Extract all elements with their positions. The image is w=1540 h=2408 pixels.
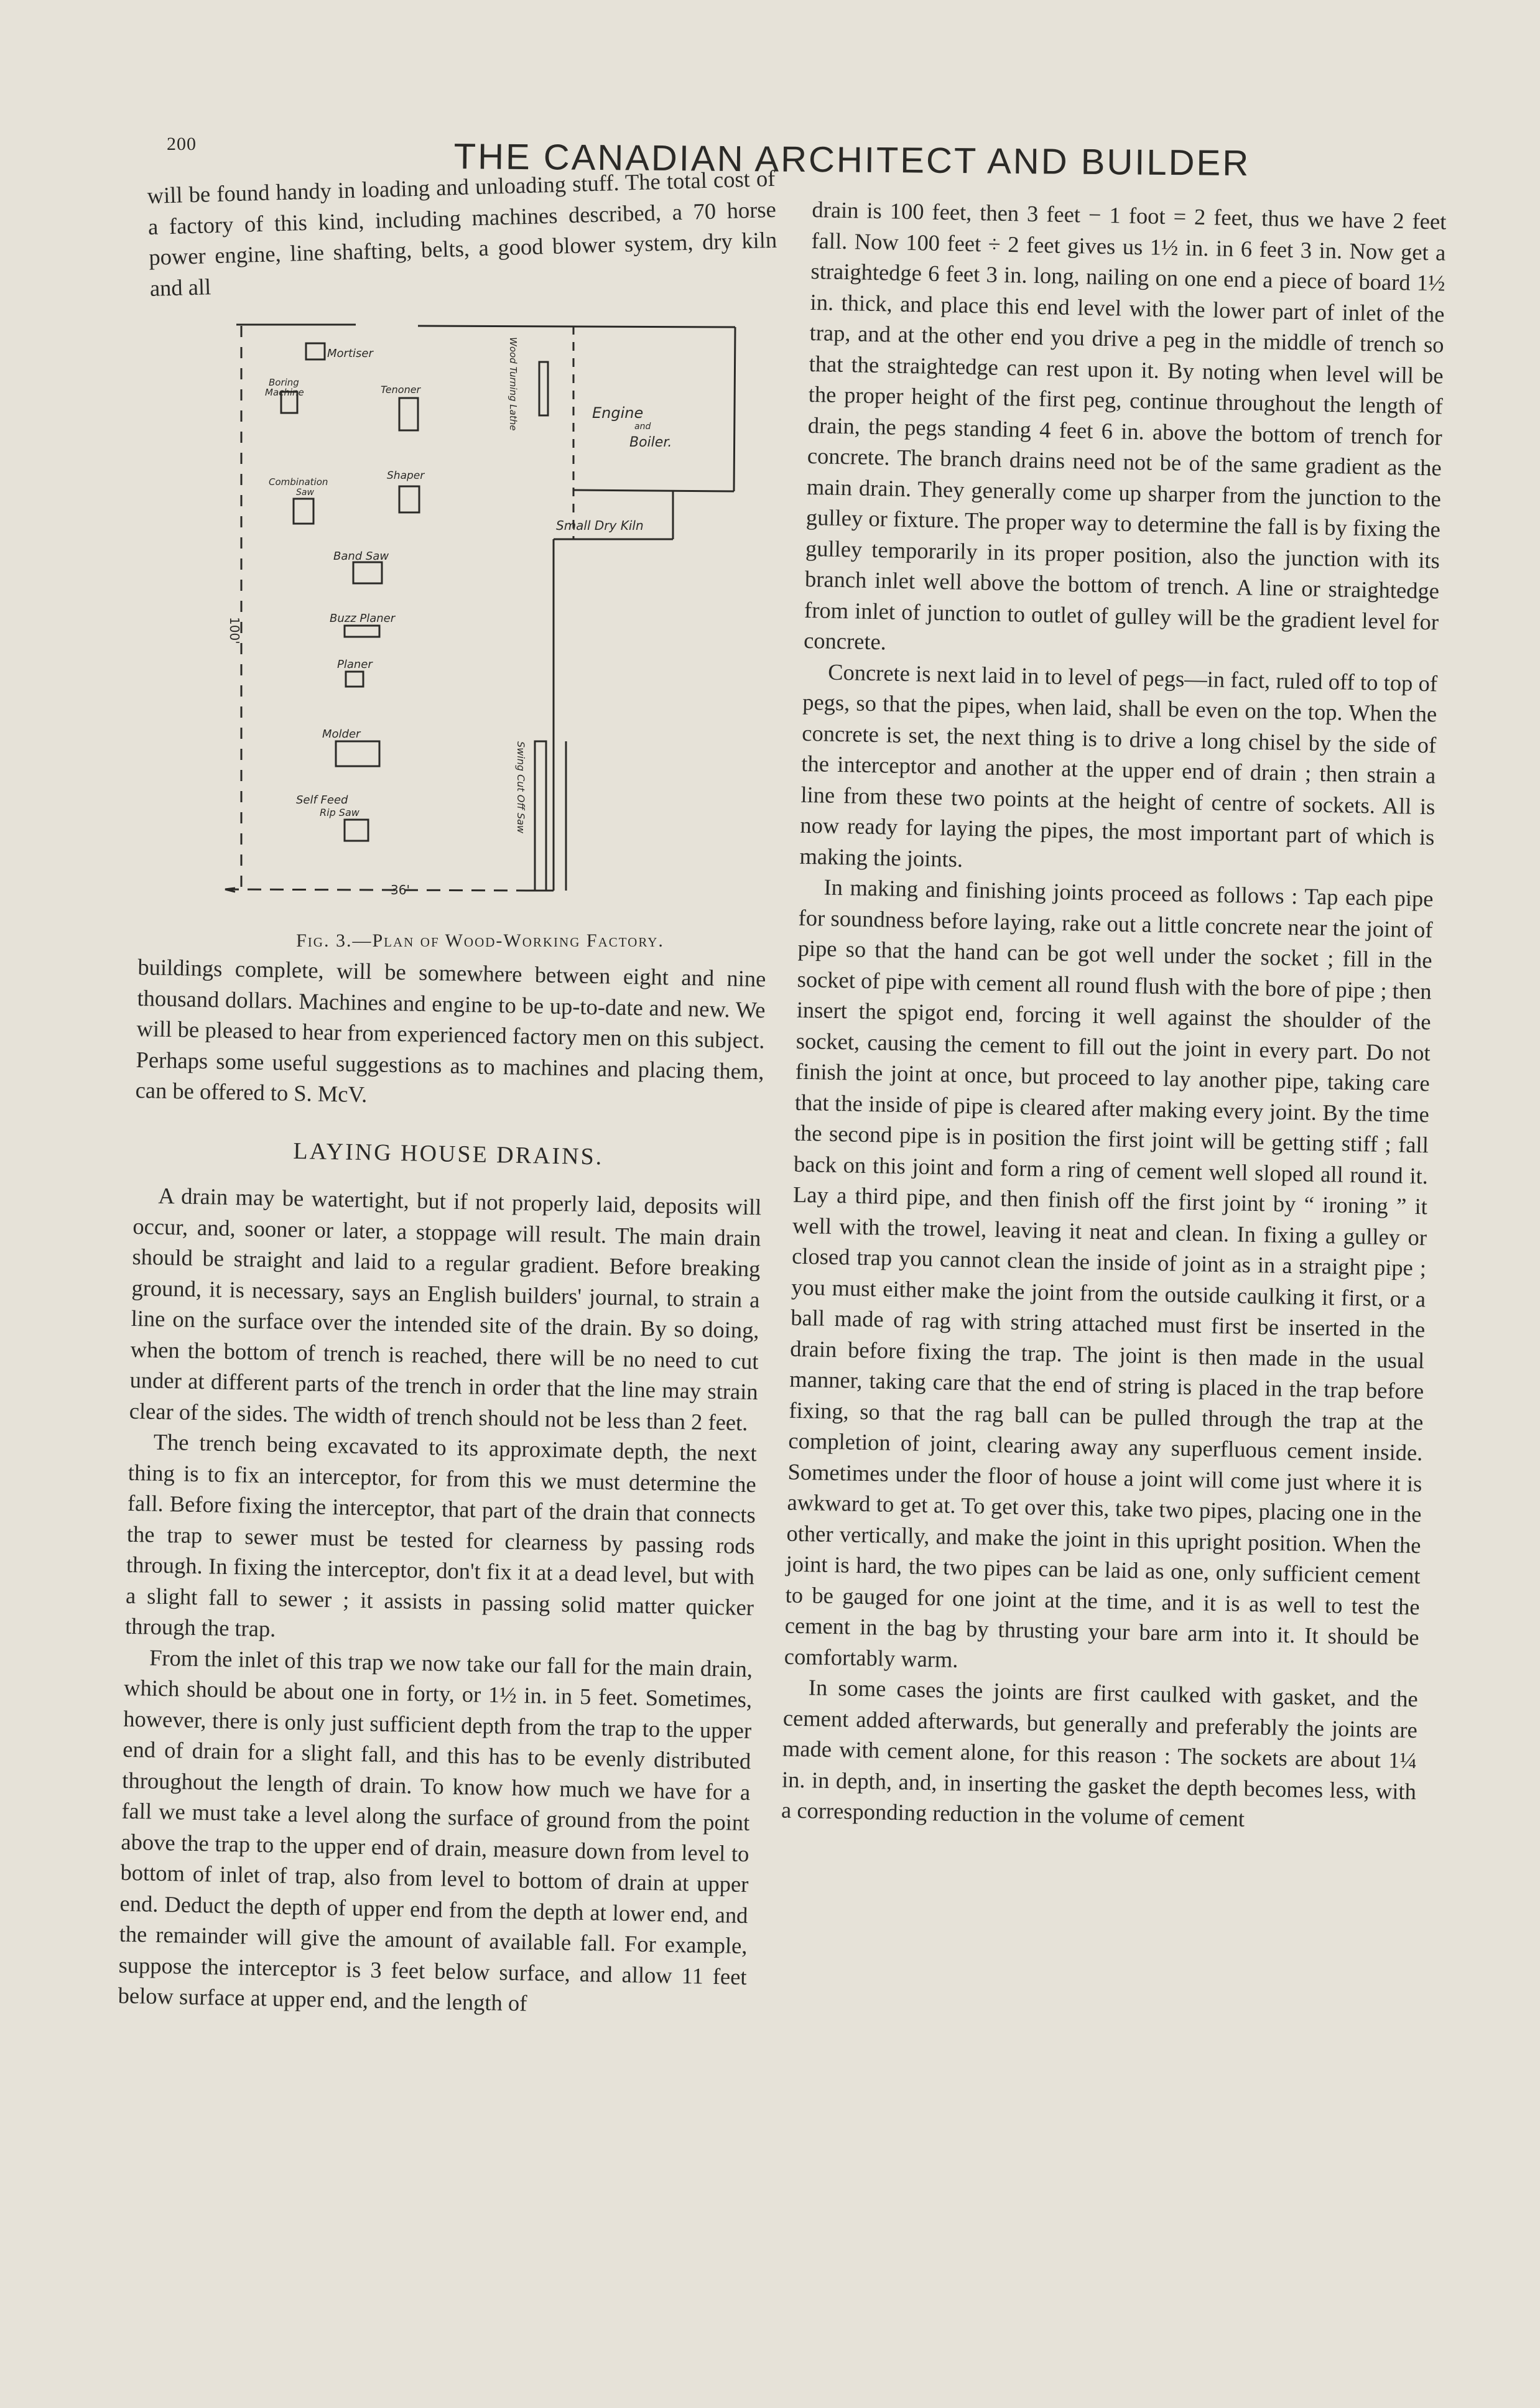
label-planer: Planer <box>337 658 373 671</box>
label-boring-2: Machine <box>265 387 304 398</box>
label-swing-cut-off-saw: Swing Cut Off Saw <box>515 741 527 834</box>
label-self-feed-2: Rip Saw <box>320 807 359 818</box>
right-column <box>781 194 1447 1838</box>
factory-plan-drawing <box>182 318 741 940</box>
left-column-top <box>147 163 778 303</box>
label-molder: Molder <box>322 728 361 741</box>
article-paragraph: From the inlet of this trap we now take our fall for the main drain, which should be about one in forty, or 1½ in. in 5 feet. Sometimes, however, there is only just sufficient depth from the trap to the upper end of drain for a slight fall, and this has to be evenly distributed throughout the length of drain. To know how much we have for a fall we must take a level along the surface of ground from the point above the trap to the upper end of drain, measure down from level to bottom of inlet of trap, also from level to bottom of drain at upper end. Deduct the depth of upper end from the depth at lower end, and the remainder will give the amount of available fall. For example, suppose the interceptor is 3 feet below surface, and allow 11 feet below surface at upper end, and the length of <box>118 1644 753 2016</box>
label-boring-1: Boring <box>269 377 299 388</box>
label-shaper: Shaper <box>387 470 425 482</box>
article-paragraph: Concrete is next laid in to level of pegs—in fact, ruled off to top of pegs, so that the pipes, when laid, shall be even on the top. When the concrete is set, the next thing is to drive a long chisel by the side of the interceptor and another at the upper end of drain ; then strain a line from these two points at the height of centre of sockets. All is now ready for laying the pipes, the most important part of which is making the joints. <box>799 659 1438 872</box>
page-number: 200 <box>167 134 197 154</box>
paragraph-top: will be found handy in loading and unloading stuff. The total cost of a factory of this kind, including machines described, a 70 horse power engine, line shafting, belts, a good blower system, dry kiln and all <box>147 165 777 301</box>
journal-title: THE CANADIAN ARCHITECT AND BUILDER <box>453 136 1251 184</box>
article-heading: LAYING HOUSE DRAINS. <box>293 1137 604 1170</box>
article-paragraph: In making and finishing joints proceed as follows : Tap each pipe for soundness before laying, rake out a little concrete near the joint of pipe so that the hand can be got well under the socket ; fill in the socket of pipe with cement all round flush with the bore of pipe ; then insert the spigot end, forcing it well against the shoulder of the socket, causing the cement to fill out the joint in every part. Do not finish the joint at once, but proceed to lay another pipe, taking care that the inside of pipe is cleared after making every joint. By the time the second pipe is in position the first joint will be getting stiff ; fall back on this joint and form a ring of cement well sloped all round it. Lay a third pipe, and then finish off the first joint by “ ironing ” it well with the trowel, leaving it neat and clean. In fixing a gulley or closed trap you cannot clean the inside of joint as in a straight pipe ; you must either make the joint from the outside caulking it first, or a ball made of rag with string attached must first be inserted in the drain before fixing the trap. The joint is then made in the usual manner, taking care that the end of string is placed in the trap before fixing, so that the rag ball can be pulled through the trap at the completion of joint, clearing away any superfluous cement inside. Sometimes under the floor of house a joint will come just where it is awkward to get at. To get over this, take two pipes, placing one in the other vertically, and make the joint in this upright position. When the joint is hard, the two pipes can be laid as one, only sufficient cement to be gauged for one joint at the time, and it is as well to test the cement in the bag by thrusting your bare arm into it. It should be comfortably warm. <box>784 874 1434 1672</box>
figure-caption: Fig. 3.—Plan of Wood-Working Factory. <box>296 930 664 951</box>
label-tenoner: Tenoner <box>381 384 421 396</box>
label-mortiser: Mortiser <box>327 347 373 360</box>
label-self-feed-1: Self Feed <box>296 794 348 807</box>
factory-plan-figure <box>182 318 741 940</box>
label-buzz-planer: Buzz Planer <box>330 612 396 625</box>
label-engine-3: Boiler. <box>629 435 672 450</box>
article-paragraph: In some cases the joints are first caulked with gasket, and the cement added afterwards, but generally and preferably the joints are made with cement alone, for this reason : The sockets are about 1¼ in. in depth, and, in inserting the gasket the depth becomes less, with a corresponding reduction in the volume of cement <box>781 1674 1419 1831</box>
label-wood-turning-lathe: Wood Turning Lathe <box>508 337 519 431</box>
left-column-bottom <box>118 952 766 2023</box>
label-dim-length: 100' <box>227 617 242 644</box>
label-engine-1: Engine <box>592 404 644 422</box>
label-dim-width: 36' <box>391 882 410 897</box>
label-small-dry-kiln: Small Dry Kiln <box>556 518 644 533</box>
label-band-saw: Band Saw <box>333 550 389 563</box>
article-paragraph: The trench being excavated to its approximate depth, the next thing is to fix an interceptor, for from this we must determine the fall. Before fixing the interceptor, that part of the drain that connects the trap to sewer must be tested for clearness by passing rods through. In fixing the interceptor, don't fix it at a dead level, but with a slight fall to sewer ; it assists in passing solid matter quicker through the trap. <box>124 1429 758 1642</box>
label-combination-2: Saw <box>296 488 314 498</box>
paragraph-continuation: buildings complete, will be somewhere between eight and nine thousand dollars. Machines and engine to be up-to-date and new. We will be pleased to hear from experienced factory men on this subject. Perhaps some useful suggestions as to machines and placing them, can be offered to S. McV. <box>135 953 766 1108</box>
label-combination-1: Combination <box>269 476 328 488</box>
article-paragraph: drain is 100 feet, then 3 feet − 1 foot = 2 feet, thus we have 2 feet fall. Now 100 feet ÷ 2 feet gives us 1½ in. in 6 feet 3 in. Now get a straightedge 6 feet 3 in. long, nailing on one end a piece of board 1½ in. thick, and place this end level with the lower part of inlet of the trap, and at the other end you drive a peg in the middle of trench so that the straightedge can rest upon it. By noting when level will be the proper height of the first peg, continue throughout the length of drain, the pegs standing 4 feet 6 in. above the bottom of trench for concrete. The branch drains need not be of the same gradient as the main drain. They generally come up sharper from the junction to the gulley or fixture. The proper way to determine the fall is by fixing the gulley temporarily in its proper position, also the junction with its branch inlet well above the bottom of trench. A line or straightedge from inlet of junction to outlet of gulley will be the gradient level for concrete. <box>803 196 1447 655</box>
article-paragraph: A drain may be watertight, but if not properly laid, deposits will occur, and, sooner or later, a stoppage will result. The main drain should be straight and laid to a regular gradient. Before breaking ground, it is necessary, says an English builders' journal, to strain a line on the surface over the intended site of the drain. By so doing, when the bottom of trench is reached, there will be no need to cut under at different parts of the trench in order that the line may strain clear of the sides. The width of trench should not be less than 2 feet. <box>129 1182 762 1435</box>
label-engine-2: and <box>634 422 651 432</box>
